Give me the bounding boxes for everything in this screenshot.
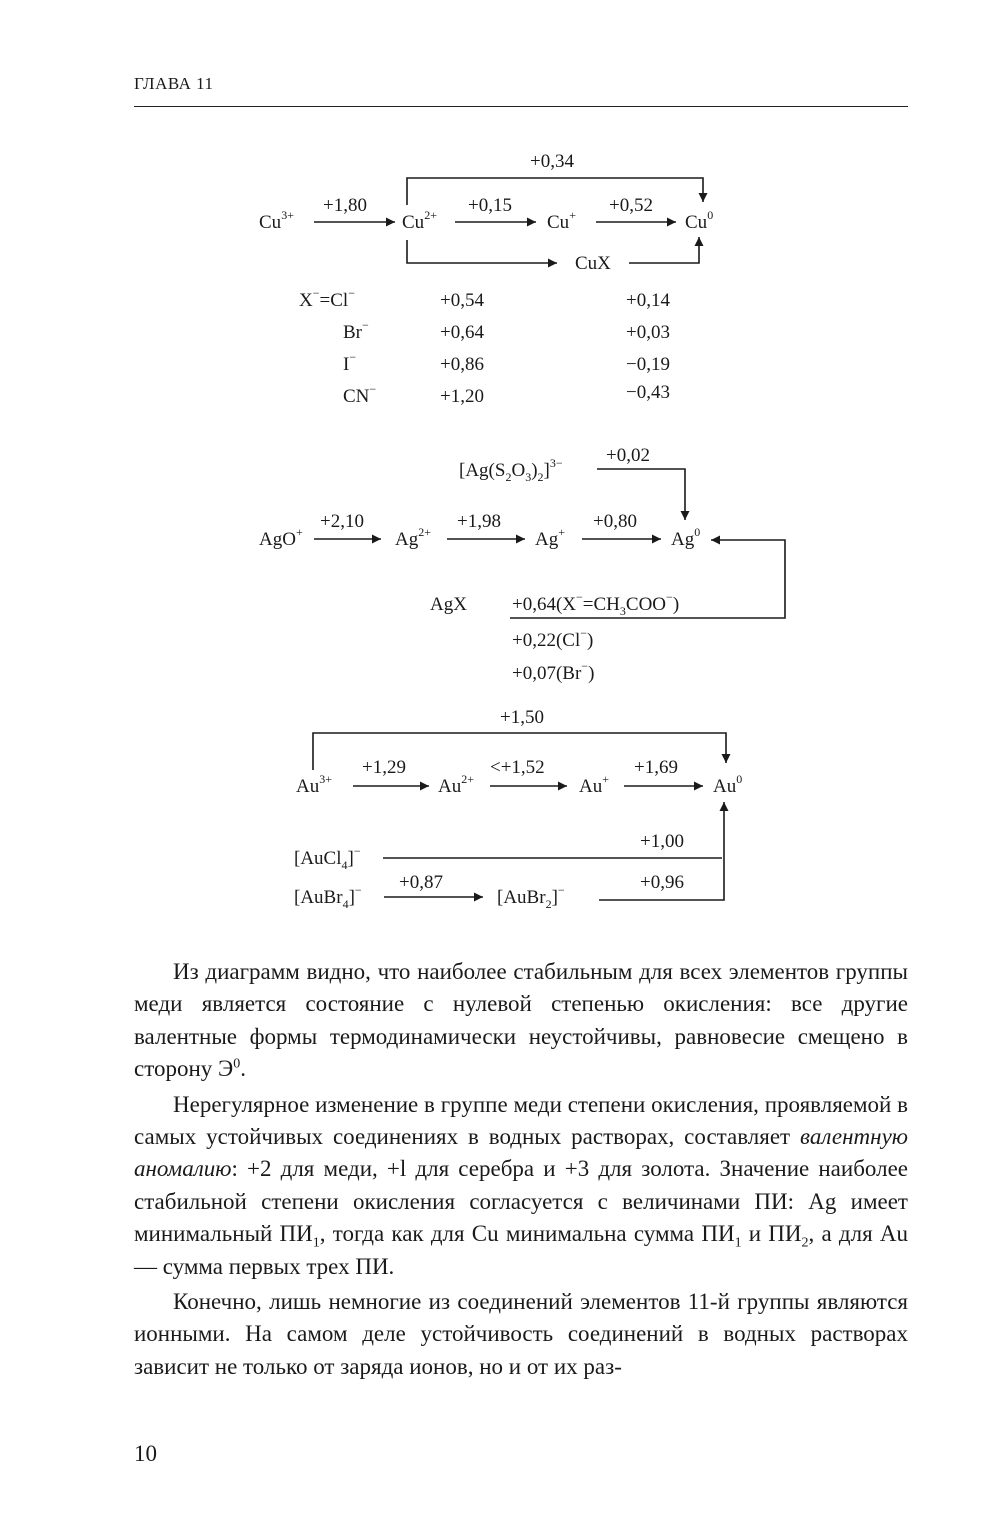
label-au2: $Au^{2+}$ (438, 772, 475, 797)
label-au0: Au$^0$ (713, 772, 743, 797)
arrow-cu2-cu0 (407, 178, 703, 205)
paragraph-2: Нерегулярное изменение в группе меди степени окисления, проявляемой в самых устойчивых соединениях в водных растворах, составляет валентную аномалию: +2 для меди, +l для серебра и +3 для золота. Значение наиболее стабильной степени окисления согласуется с величинами ПИ: Ag имеет минимальный $ПИ_1$, тогда как для Cu минимальна сумма $ПИ_1$ и $ПИ_2$, а для Au — сумма первых трех ПИ. (134, 1091, 909, 1279)
potential-cu2-cu0: +0,34 (530, 151, 574, 172)
label-aubr4: [AuBr$_4$]− (294, 883, 362, 911)
label-cu0: Cu$^0$ (685, 208, 714, 233)
potential-aubr2-au0: +0,96 (640, 872, 684, 893)
label-agx: AgX (430, 594, 467, 615)
table-row-br: Br− (343, 318, 369, 343)
table-row-cn: CN− (343, 382, 377, 407)
table-v1-i: +0,86 (440, 354, 484, 375)
chapter-header: ГЛАВА 11 (134, 74, 214, 93)
table-v2-cn: −0,43 (626, 382, 670, 403)
potential-ago-ag2: +2,10 (320, 511, 364, 532)
potential-cu1-cu0: +0,52 (609, 195, 653, 216)
agx-row-br: +0,07(Br−) (512, 659, 595, 684)
potential-ag2-ag1: +1,98 (457, 511, 501, 532)
paragraph-1: Из диаграмм видно, что наиболее стабильным для всех элементов группы меди является состояние с нулевой степенью окисления: все другие валентные формы термодинамически неустойчивы, равновесие смещено в сторону $Э^0$. (134, 959, 908, 1082)
potential-cu3-cu2: +1,80 (323, 195, 367, 216)
table-v1-br: +0,64 (440, 322, 484, 343)
table-v2-i: −0,19 (626, 354, 670, 375)
potential-au1-au0: +1,69 (634, 757, 678, 778)
arrow-cux-cu0 (629, 237, 699, 263)
table-v2-br: +0,03 (626, 322, 670, 343)
potential-ag1-ag0: +0,80 (593, 511, 637, 532)
table-v1-cn: +1,20 (440, 386, 484, 407)
table-row-cl: X−=Cl− (299, 286, 355, 311)
label-ag1: Ag+ (535, 525, 566, 550)
potential-au2-au1: <+1,52 (490, 757, 545, 778)
paragraph-3: Конечно, лишь немногие из соединений элементов 11-й группы являются ионными. На самом деле устойчивость соединений в водных растворах зависит не только от заряда ионов, но и от их раз- (134, 1289, 908, 1379)
table-row-i: I− (343, 350, 357, 375)
label-ag0: Ag$^0$ (671, 525, 701, 550)
potential-thio-ag0: +0,02 (606, 445, 650, 466)
label-cu1: Cu+ (547, 208, 576, 233)
body-text (134, 956, 908, 1383)
label-ago: AgO+ (259, 525, 303, 550)
label-au3: $Au^{3+}$ (296, 772, 333, 797)
label-ag2: $Ag^{2+}$ (395, 525, 432, 550)
page-number: 10 (134, 1441, 157, 1466)
label-au1: Au+ (579, 772, 610, 797)
agx-row-cl: +0,22(Cl−) (512, 626, 594, 651)
label-cux: CuX (575, 253, 611, 274)
arrow-cu2-cux (407, 240, 557, 263)
potential-aucl4-au0: +1,00 (640, 831, 684, 852)
table-v2-cl: +0,14 (626, 290, 670, 311)
label-thiosulfate: $[Ag(S_2O_3)_2]^{3-}$ (459, 456, 563, 484)
label-aubr2: [AuBr$_2$]− (497, 883, 565, 911)
table-v1-cl: +0,54 (440, 290, 484, 311)
potential-au3-au0: +1,50 (500, 707, 544, 728)
label-aucl4: [AuCl$_4$]− (294, 844, 361, 872)
agx-row-acetate: $+0,64(X^-=CH_3COO^-)$ (512, 590, 680, 618)
potential-cu2-cu1: +0,15 (468, 195, 512, 216)
label-cu2: $Cu^{2+}$ (402, 208, 437, 233)
label-cu3: $Cu^{3+}$ (259, 208, 294, 233)
potential-aubr4-aubr2: +0,87 (399, 872, 443, 893)
potential-au3-au2: +1,29 (362, 757, 406, 778)
